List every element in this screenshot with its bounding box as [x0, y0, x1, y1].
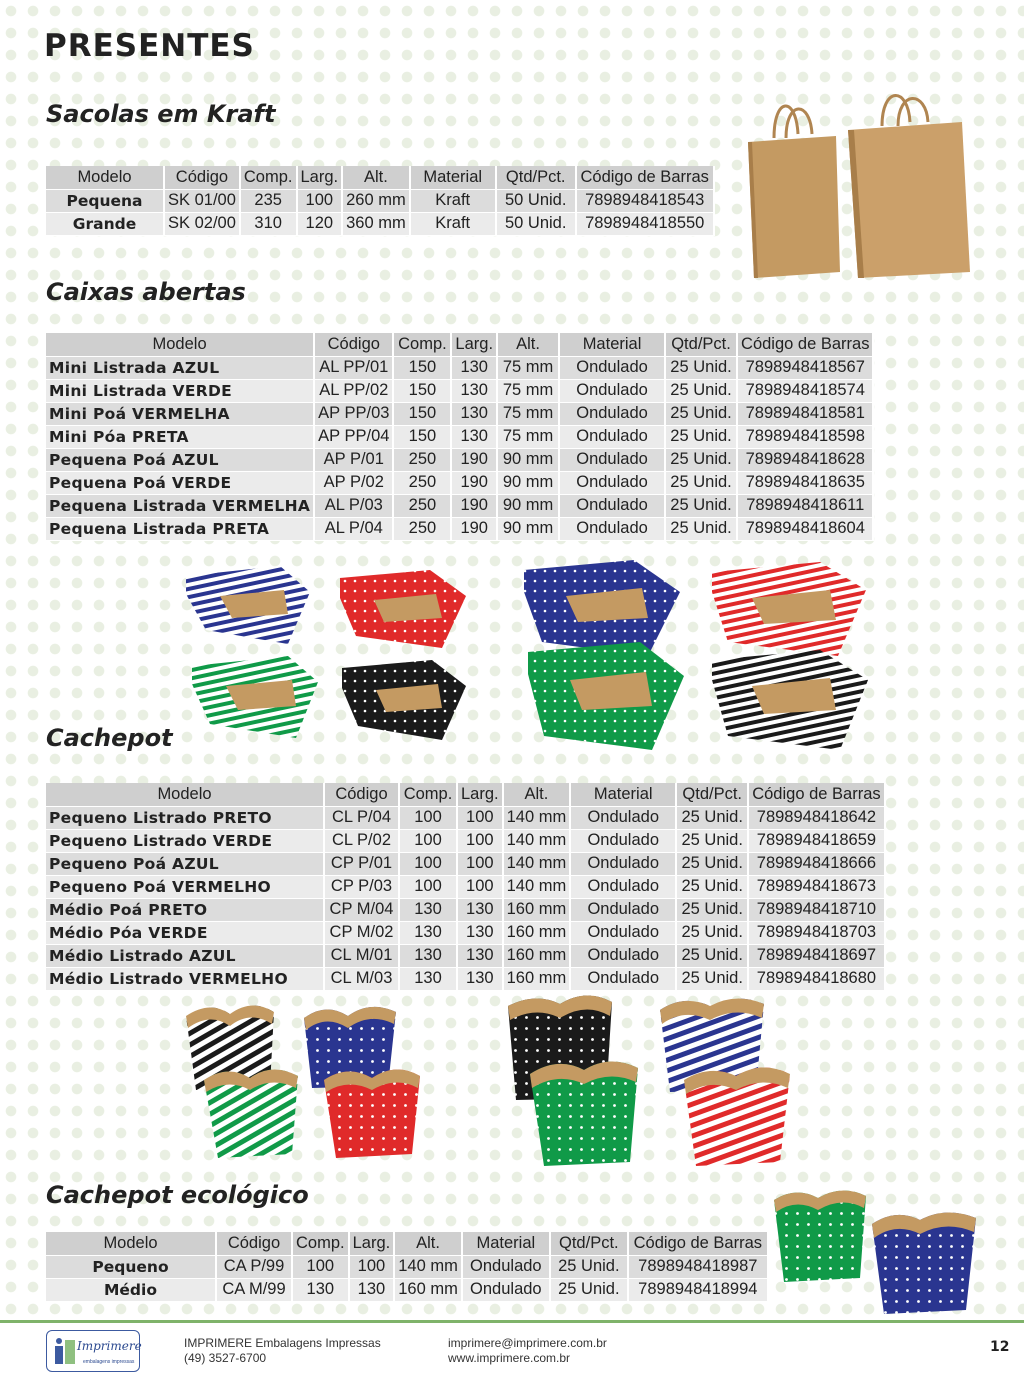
cell-material: Ondulado [570, 921, 676, 944]
cell-qtd: 25 Unid. [676, 898, 748, 921]
table-row [46, 402, 873, 425]
cell-qtd: 25 Unid. [676, 944, 748, 967]
table-row [46, 944, 885, 967]
cell-qtd: 50 Unid. [496, 189, 576, 212]
cell-barras: 7898948418642 [748, 806, 884, 829]
col-alt: Alt. [394, 1232, 462, 1255]
cell-modelo: Pequeno Listrado PRETO [46, 806, 324, 829]
cell-comp: 235 [240, 189, 297, 212]
cell-barras: 7898948418673 [748, 875, 884, 898]
cell-comp: 250 [393, 471, 451, 494]
cell-larg: 130 [349, 1278, 395, 1301]
cell-alt: 140 mm [503, 875, 571, 898]
cell-comp: 100 [399, 875, 457, 898]
logo-subtext: embalagens impressas [83, 1359, 135, 1365]
cell-alt: 140 mm [394, 1255, 462, 1278]
cell-barras: 7898948418598 [737, 425, 873, 448]
cell-barras: 7898948418628 [737, 448, 873, 471]
cell-material: Ondulado [570, 898, 676, 921]
cell-barras: 7898948418987 [628, 1255, 768, 1278]
table-row [46, 898, 885, 921]
cell-alt: 75 mm [497, 425, 559, 448]
cell-qtd: 25 Unid. [665, 425, 737, 448]
cell-comp: 130 [292, 1278, 349, 1301]
cell-material: Ondulado [559, 517, 665, 540]
cell-modelo: Médio [46, 1278, 216, 1301]
cell-larg: 120 [297, 212, 343, 235]
table-row [46, 517, 873, 540]
cell-codigo: CP M/02 [324, 921, 399, 944]
table-row [46, 189, 714, 212]
cell-codigo: AP PP/04 [314, 425, 393, 448]
col-comp: Comp. [393, 333, 451, 356]
footer-email[interactable]: imprimere@imprimere.com.br [448, 1336, 607, 1350]
cell-modelo: Mini Poá VERMELHA [46, 402, 314, 425]
cell-alt: 360 mm [342, 212, 410, 235]
table-header [46, 166, 714, 189]
table-row [46, 448, 873, 471]
cell-larg: 130 [451, 402, 497, 425]
cell-comp: 100 [399, 852, 457, 875]
cell-larg: 130 [451, 379, 497, 402]
page-title: PRESENTES [44, 28, 255, 64]
cell-alt: 140 mm [503, 829, 571, 852]
cell-comp: 150 [393, 425, 451, 448]
cell-material: Ondulado [559, 425, 665, 448]
cell-alt: 90 mm [497, 517, 559, 540]
cell-larg: 130 [451, 356, 497, 379]
cell-material: Ondulado [570, 875, 676, 898]
company-logo [46, 1330, 140, 1372]
cell-codigo: AL PP/01 [314, 356, 393, 379]
footer-contact-info [448, 1336, 607, 1366]
cell-alt: 140 mm [503, 852, 571, 875]
cell-qtd: 25 Unid. [676, 829, 748, 852]
col-larg: Larg. [349, 1232, 395, 1255]
cell-alt: 90 mm [497, 494, 559, 517]
cell-codigo: AP P/02 [314, 471, 393, 494]
cell-larg: 100 [457, 829, 503, 852]
logo-text: Imprimere [77, 1339, 142, 1353]
table-cachepot [46, 783, 886, 991]
cell-larg: 130 [457, 967, 503, 990]
cell-codigo: SK 02/00 [164, 212, 240, 235]
cell-modelo: Mini Póa PRETA [46, 425, 314, 448]
open-boxes-image [180, 556, 880, 756]
col-comp: Comp. [399, 783, 457, 806]
cell-modelo: Pequena Poá VERDE [46, 471, 314, 494]
table-row [46, 425, 873, 448]
cell-alt: 75 mm [497, 402, 559, 425]
cell-alt: 160 mm [503, 967, 571, 990]
table-row [46, 1278, 768, 1301]
cell-alt: 260 mm [342, 189, 410, 212]
cell-larg: 190 [451, 494, 497, 517]
cell-comp: 310 [240, 212, 297, 235]
cell-barras: 7898948418611 [737, 494, 873, 517]
cell-modelo: Pequeno [46, 1255, 216, 1278]
cell-material: Ondulado [559, 402, 665, 425]
cell-barras: 7898948418574 [737, 379, 873, 402]
cell-comp: 250 [393, 448, 451, 471]
cell-material: Ondulado [570, 829, 676, 852]
col-alt: Alt. [497, 333, 559, 356]
table-row [46, 921, 885, 944]
cell-modelo: Médio Listrado AZUL [46, 944, 324, 967]
cell-material: Ondulado [570, 806, 676, 829]
cell-larg: 190 [451, 471, 497, 494]
cell-barras: 7898948418659 [748, 829, 884, 852]
cell-alt: 75 mm [497, 379, 559, 402]
footer-company: IMPRIMERE Embalagens Impressas [184, 1336, 381, 1350]
col-codigo: Código [314, 333, 393, 356]
col-modelo: Modelo [46, 1232, 216, 1255]
col-material: Material [410, 166, 496, 189]
footer-website[interactable]: www.imprimere.com.br [448, 1351, 571, 1365]
cell-larg: 100 [457, 875, 503, 898]
cell-comp: 100 [399, 829, 457, 852]
cell-modelo: Pequena Listrada PRETA [46, 517, 314, 540]
cell-larg: 190 [451, 448, 497, 471]
cell-barras: 7898948418567 [737, 356, 873, 379]
table-row [46, 829, 885, 852]
cell-material: Ondulado [570, 967, 676, 990]
cell-codigo: CA P/99 [216, 1255, 292, 1278]
cell-alt: 75 mm [497, 356, 559, 379]
col-modelo: Modelo [46, 783, 324, 806]
cell-codigo: AL P/04 [314, 517, 393, 540]
cell-codigo: CL M/03 [324, 967, 399, 990]
section-title-caixas: Caixas abertas [46, 278, 246, 306]
cachepots-image [180, 990, 800, 1170]
cell-qtd: 25 Unid. [665, 402, 737, 425]
cell-barras: 7898948418703 [748, 921, 884, 944]
cell-material: Ondulado [559, 471, 665, 494]
cell-material: Ondulado [559, 448, 665, 471]
cell-qtd: 25 Unid. [550, 1255, 628, 1278]
cell-comp: 250 [393, 517, 451, 540]
cell-material: Kraft [410, 189, 496, 212]
cell-barras: 7898948418604 [737, 517, 873, 540]
cell-modelo: Médio Póa VERDE [46, 921, 324, 944]
table-row [46, 356, 873, 379]
cell-material: Ondulado [559, 379, 665, 402]
cell-larg: 130 [457, 944, 503, 967]
cell-alt: 140 mm [503, 806, 571, 829]
cell-modelo: Pequena Poá AZUL [46, 448, 314, 471]
col-codigo: Código [216, 1232, 292, 1255]
table-header [46, 333, 873, 356]
cell-larg: 190 [451, 517, 497, 540]
cell-codigo: CL M/01 [324, 944, 399, 967]
cell-comp: 130 [399, 944, 457, 967]
table-row [46, 494, 873, 517]
section-title-cachepot: Cachepot [46, 724, 173, 752]
cell-barras: 7898948418697 [748, 944, 884, 967]
cell-larg: 100 [349, 1255, 395, 1278]
cell-qtd: 25 Unid. [550, 1278, 628, 1301]
col-comp: Comp. [292, 1232, 349, 1255]
cell-alt: 160 mm [503, 944, 571, 967]
col-qtd: Qtd/Pct. [665, 333, 737, 356]
cell-codigo: CL P/04 [324, 806, 399, 829]
cell-modelo: Pequena [46, 189, 164, 212]
cell-material: Ondulado [570, 852, 676, 875]
col-qtd: Qtd/Pct. [496, 166, 576, 189]
cell-alt: 160 mm [503, 921, 571, 944]
cell-alt: 90 mm [497, 471, 559, 494]
table-row [46, 379, 873, 402]
cell-qtd: 25 Unid. [665, 379, 737, 402]
cell-modelo: Pequeno Poá AZUL [46, 852, 324, 875]
table-header [46, 783, 885, 806]
col-material: Material [462, 1232, 550, 1255]
col-barras: Código de Barras [737, 333, 873, 356]
cell-barras: 7898948418680 [748, 967, 884, 990]
cell-comp: 150 [393, 379, 451, 402]
cell-barras: 7898948418710 [748, 898, 884, 921]
footer-phone: (49) 3527-6700 [184, 1351, 267, 1365]
cell-barras: 7898948418581 [737, 402, 873, 425]
cell-barras: 7898948418550 [576, 212, 714, 235]
cell-larg: 100 [297, 189, 343, 212]
col-material: Material [559, 333, 665, 356]
col-comp: Comp. [240, 166, 297, 189]
table-row [46, 471, 873, 494]
cell-comp: 150 [393, 402, 451, 425]
cell-modelo: Mini Listrada VERDE [46, 379, 314, 402]
cell-codigo: CP M/04 [324, 898, 399, 921]
cell-qtd: 25 Unid. [665, 494, 737, 517]
cell-qtd: 25 Unid. [665, 448, 737, 471]
col-alt: Alt. [503, 783, 571, 806]
cell-material: Ondulado [559, 356, 665, 379]
col-modelo: Modelo [46, 166, 164, 189]
col-modelo: Modelo [46, 333, 314, 356]
cell-larg: 130 [457, 921, 503, 944]
cell-codigo: AP P/01 [314, 448, 393, 471]
cell-codigo: CP P/01 [324, 852, 399, 875]
cell-qtd: 25 Unid. [665, 517, 737, 540]
cell-modelo: Pequeno Listrado VERDE [46, 829, 324, 852]
cell-qtd: 25 Unid. [676, 852, 748, 875]
col-codigo: Código [164, 166, 240, 189]
col-alt: Alt. [342, 166, 410, 189]
table-row [46, 852, 885, 875]
cell-material: Ondulado [570, 944, 676, 967]
cell-codigo: CP P/03 [324, 875, 399, 898]
col-barras: Código de Barras [576, 166, 714, 189]
cell-codigo: AL P/03 [314, 494, 393, 517]
cell-codigo: SK 01/00 [164, 189, 240, 212]
table-row [46, 806, 885, 829]
cell-qtd: 25 Unid. [665, 356, 737, 379]
cell-material: Ondulado [559, 494, 665, 517]
cell-comp: 100 [399, 806, 457, 829]
table-caixas [46, 333, 874, 541]
section-title-cachepot-eco: Cachepot ecológico [46, 1181, 309, 1209]
col-larg: Larg. [451, 333, 497, 356]
page-number: 12 [990, 1339, 1010, 1355]
col-qtd: Qtd/Pct. [550, 1232, 628, 1255]
cell-comp: 250 [393, 494, 451, 517]
cell-codigo: CL P/02 [324, 829, 399, 852]
cell-modelo: Mini Listrada AZUL [46, 356, 314, 379]
kraft-bags-image [740, 86, 980, 286]
cell-qtd: 25 Unid. [676, 921, 748, 944]
cell-material: Ondulado [462, 1255, 550, 1278]
cell-modelo: Médio Poá PRETO [46, 898, 324, 921]
col-qtd: Qtd/Pct. [676, 783, 748, 806]
eco-cachepots-image [770, 1186, 984, 1316]
cell-modelo: Grande [46, 212, 164, 235]
cell-material: Ondulado [462, 1278, 550, 1301]
cell-qtd: 25 Unid. [676, 806, 748, 829]
cell-larg: 130 [457, 898, 503, 921]
cell-codigo: AL PP/02 [314, 379, 393, 402]
col-larg: Larg. [297, 166, 343, 189]
cell-barras: 7898948418543 [576, 189, 714, 212]
table-cachepot-eco [46, 1232, 769, 1302]
cell-qtd: 50 Unid. [496, 212, 576, 235]
cell-codigo: AP PP/03 [314, 402, 393, 425]
cell-qtd: 25 Unid. [676, 875, 748, 898]
cell-barras: 7898948418994 [628, 1278, 768, 1301]
cell-barras: 7898948418666 [748, 852, 884, 875]
cell-barras: 7898948418635 [737, 471, 873, 494]
cell-material: Kraft [410, 212, 496, 235]
col-barras: Código de Barras [628, 1232, 768, 1255]
table-header [46, 1232, 768, 1255]
cell-qtd: 25 Unid. [676, 967, 748, 990]
cell-alt: 160 mm [503, 898, 571, 921]
cell-modelo: Pequeno Poá VERMELHO [46, 875, 324, 898]
cell-larg: 100 [457, 806, 503, 829]
table-row [46, 1255, 768, 1278]
cell-modelo: Pequena Listrada VERMELHA [46, 494, 314, 517]
cell-codigo: CA M/99 [216, 1278, 292, 1301]
cell-qtd: 25 Unid. [665, 471, 737, 494]
col-codigo: Código [324, 783, 399, 806]
cell-larg: 100 [457, 852, 503, 875]
cell-comp: 130 [399, 898, 457, 921]
cell-modelo: Médio Listrado VERMELHO [46, 967, 324, 990]
table-sacolas [46, 166, 715, 236]
table-row [46, 212, 714, 235]
col-material: Material [570, 783, 676, 806]
cell-comp: 150 [393, 356, 451, 379]
footer-company-info [184, 1336, 381, 1366]
cell-alt: 160 mm [394, 1278, 462, 1301]
cell-comp: 130 [399, 921, 457, 944]
table-row [46, 875, 885, 898]
section-title-sacolas: Sacolas em Kraft [46, 100, 276, 128]
cell-alt: 90 mm [497, 448, 559, 471]
col-larg: Larg. [457, 783, 503, 806]
table-row [46, 967, 885, 990]
cell-larg: 130 [451, 425, 497, 448]
cell-comp: 130 [399, 967, 457, 990]
col-barras: Código de Barras [748, 783, 884, 806]
cell-comp: 100 [292, 1255, 349, 1278]
logo-mark-icon [53, 1336, 77, 1366]
